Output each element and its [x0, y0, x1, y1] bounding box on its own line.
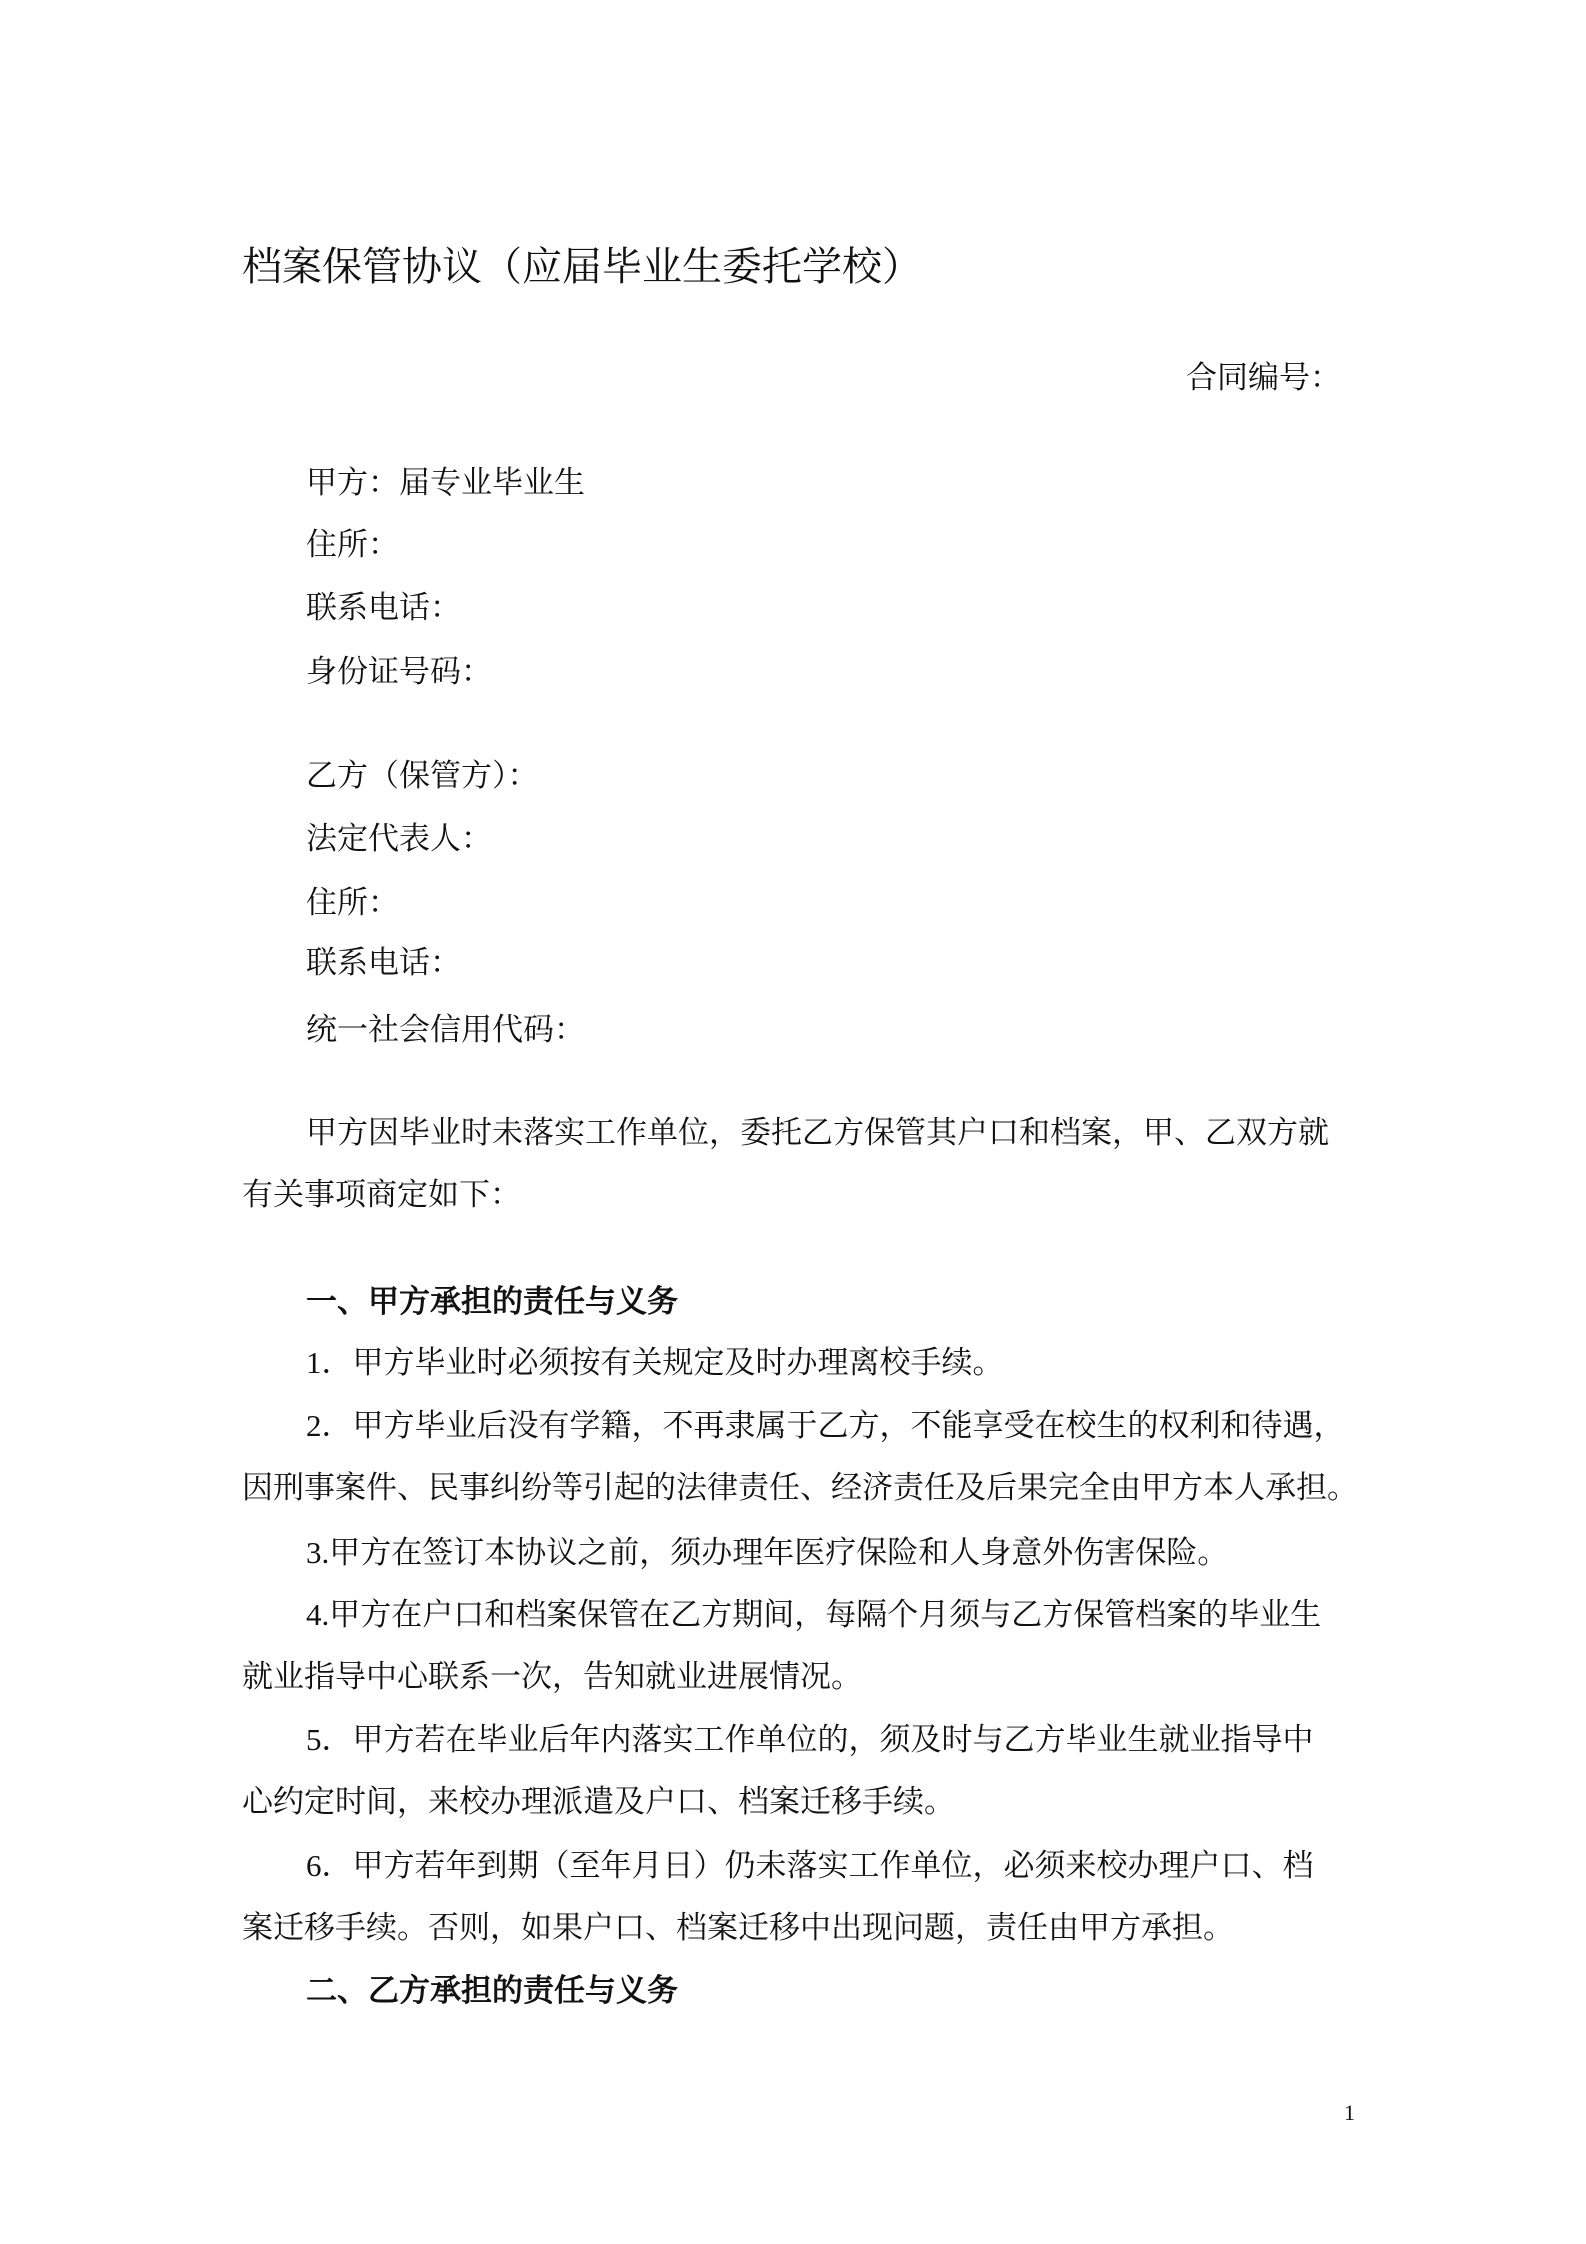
party-b-address: 住所： — [306, 885, 399, 920]
preamble-line: 甲方因毕业时未落实工作单位，委托乙方保管其户口和档案，甲、乙双方就 — [306, 1115, 1329, 1150]
clause-1: 1．甲方毕业时必须按有关规定及时办理离校手续。 — [306, 1345, 1004, 1380]
clause-5-cont: 心约定时间，来校办理派遣及户口、档案迁移手续。 — [242, 1784, 955, 1819]
contract-number-label: 合同编号： — [1186, 360, 1341, 395]
page-number: 1 — [1344, 2100, 1355, 2125]
party-b-phone: 联系电话： — [306, 945, 461, 980]
section-heading: 一、甲方承担的责任与义务 — [306, 1284, 678, 1319]
party-a-address: 住所： — [306, 527, 399, 562]
party-a-name: 甲方：届专业毕业生 — [306, 465, 585, 500]
party-b-name: 乙方（保管方）： — [306, 758, 539, 793]
clause-3: 3.甲方在签订本协议之前，须办理年医疗保险和人身意外伤害保险。 — [306, 1535, 1229, 1570]
clause-2-cont: 因刑事案件、民事纠纷等引起的法律责任、经济责任及后果完全由甲方本人承担。 — [242, 1470, 1358, 1505]
preamble-line: 有关事项商定如下： — [242, 1177, 521, 1212]
clause-2: 2．甲方毕业后没有学籍，不再隶属于乙方，不能享受在校生的权利和待遇， — [306, 1408, 1345, 1443]
clause-6-cont: 案迁移手续。否则，如果户口、档案迁移中出现问题，责任由甲方承担。 — [242, 1910, 1234, 1945]
clause-4-cont: 就业指导中心联系一次，告知就业进展情况。 — [242, 1659, 862, 1694]
party-b-credit-code: 统一社会信用代码： — [306, 1012, 585, 1047]
party-a-phone: 联系电话： — [306, 590, 461, 625]
clause-4: 4.甲方在户口和档案保管在乙方期间，每隔个月须与乙方保管档案的毕业生 — [306, 1597, 1322, 1632]
party-a-id-number: 身份证号码： — [306, 654, 492, 689]
document-title: 档案保管协议（应届毕业生委托学校） — [242, 244, 922, 289]
section-heading: 二、乙方承担的责任与义务 — [306, 1973, 678, 2008]
party-b-legal-rep: 法定代表人： — [306, 821, 492, 856]
clause-6: 6．甲方若年到期（至年月日）仍未落实工作单位，必须来校办理户口、档 — [306, 1848, 1314, 1883]
clause-5: 5．甲方若在毕业后年内落实工作单位的，须及时与乙方毕业生就业指导中 — [306, 1722, 1314, 1757]
